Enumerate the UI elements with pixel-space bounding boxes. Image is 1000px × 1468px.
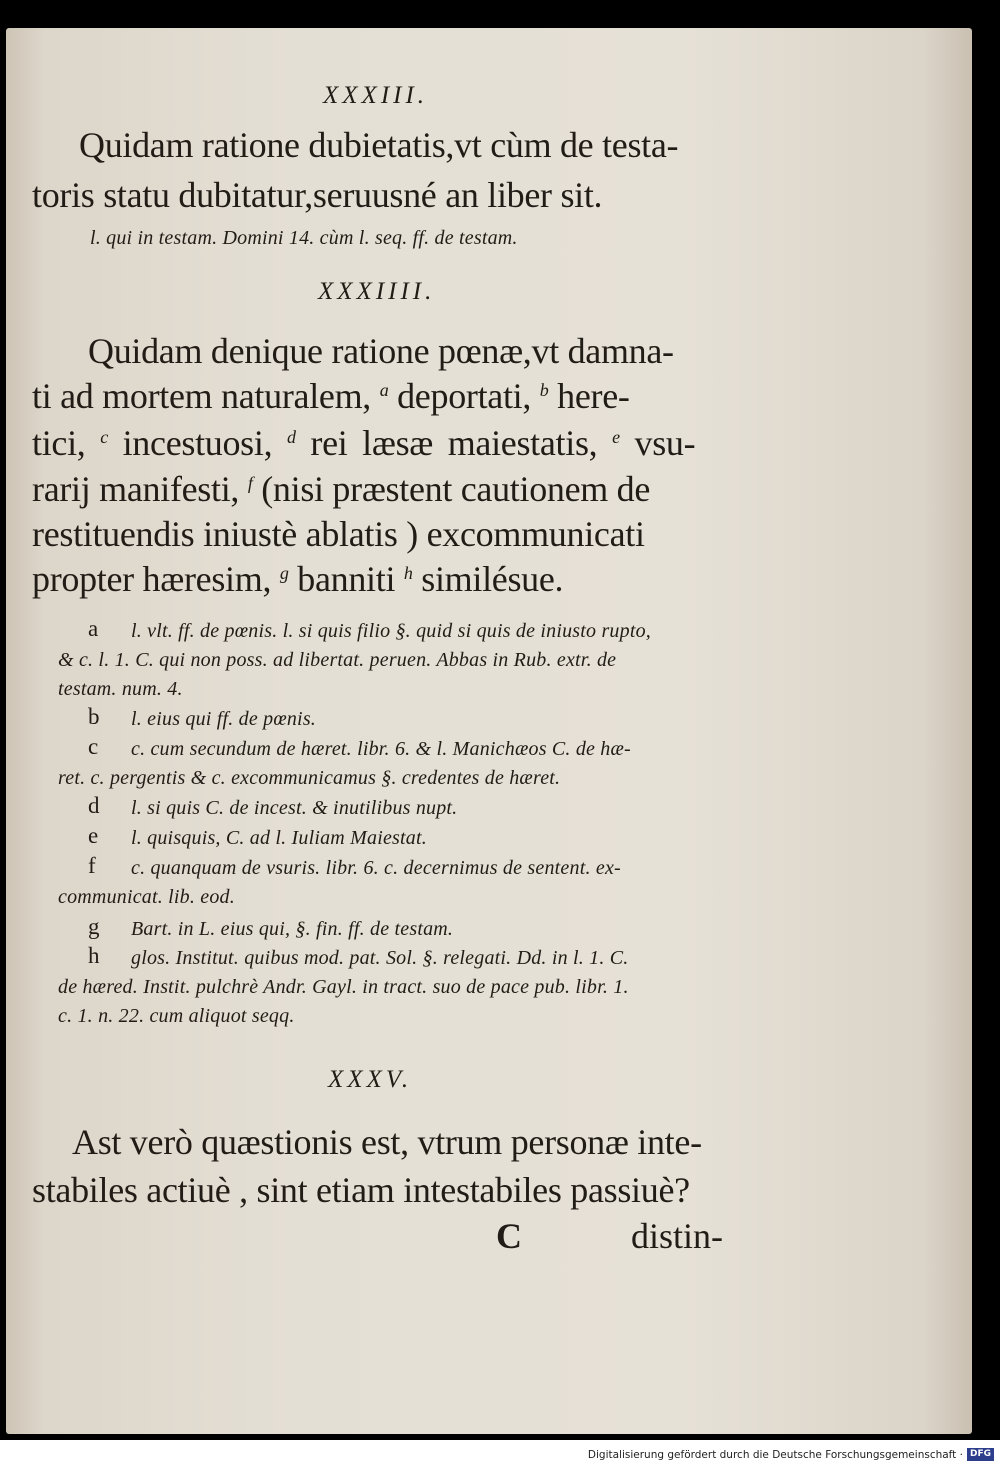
credit-text: Digitalisierung gefördert durch die Deutsche Forschungsgemeinschaft ·: [587, 1448, 963, 1461]
footnote-line: communicat. lib. eod.: [58, 886, 235, 908]
footnote-line: l. eius qui ff. de pœnis.: [131, 708, 316, 730]
footnote-letter: h: [88, 943, 100, 968]
footnote-marker-g: g: [279, 563, 289, 583]
body-line: Ast verò quæstionis est, vtrum personæ inte-: [72, 1122, 702, 1162]
footnote-line: c. quanquam de vsuris. libr. 6. c. decernimus de sentent. ex-: [131, 857, 621, 879]
body-line: Quidam denique ratione pœnæ,vt damna-: [88, 331, 674, 371]
body-text-segment: banniti: [297, 559, 396, 599]
dfg-logo: DFG: [967, 1448, 994, 1461]
section-heading-35: XXXV.: [328, 1066, 413, 1093]
body-line: restituendis iniustè ablatis ) excommunicati: [32, 514, 645, 554]
section-heading-34: XXXIIII.: [318, 278, 436, 305]
footnote-letter: f: [88, 853, 96, 878]
footnote-letter: c: [88, 734, 99, 759]
body-text-segment: vsu-: [634, 423, 696, 463]
body-line: Quidam ratione dubietatis,vt cùm de testa-: [79, 125, 679, 165]
body-line: toris statu dubitatur,seruusné an liber sit.: [32, 175, 603, 215]
footnote-line: ret. c. pergentis & c. excommunicamus §. credentes de hæret.: [58, 767, 561, 789]
body-text-segment: tici,: [32, 423, 86, 463]
body-text-segment: here-: [557, 376, 630, 416]
footnote-marker-e: e: [612, 427, 620, 447]
footnote-marker-a: a: [379, 380, 389, 400]
body-line: stabiles actiuè , sint etiam intestabiles passiuè?: [32, 1170, 690, 1210]
footnote-line: glos. Institut. quibus mod. pat. Sol. §. relegati. Dd. in l. 1. C.: [131, 947, 629, 969]
footnote-letter: e: [88, 823, 99, 848]
body-text-segment: deportati,: [397, 376, 532, 416]
footnote-marker-h: h: [403, 563, 413, 583]
body-text-segment: rei læsæ maiestatis,: [310, 423, 598, 463]
body-text-segment: rarij manifesti,: [32, 469, 240, 509]
body-line: [32, 558, 563, 600]
body-text-segment: similésue.: [421, 559, 564, 599]
catchword: distin-: [631, 1216, 724, 1256]
footnote-line: c. cum secundum de hæret. libr. 6. & l. Manichæos C. de hæ-: [131, 738, 631, 760]
body-line: [32, 375, 630, 417]
body-text-segment: propter hæresim,: [32, 559, 272, 599]
body-line: [32, 422, 695, 464]
footnote-line: l. vlt. ff. de pœnis. l. si quis filio §. quid si quis de iniusto rupto,: [131, 620, 651, 642]
footnote-letter: b: [88, 704, 100, 729]
footnote-line: l. si quis C. de incest. & inutilibus nupt.: [131, 797, 458, 819]
body-text-segment: (nisi præstent cautionem de: [261, 469, 651, 509]
body-line: [32, 468, 650, 510]
section-heading-33: XXXIII.: [323, 82, 429, 109]
book-page: [6, 28, 972, 1434]
footnote-letter: g: [88, 914, 100, 939]
footnote-line: & c. l. 1. C. qui non poss. ad libertat. peruen. Abbas in Rub. extr. de: [58, 649, 617, 671]
citation-line: l. qui in testam. Domini 14. cùm l. seq. ff. de testam.: [90, 227, 518, 249]
body-text-segment: incestuosi,: [122, 423, 273, 463]
footnote-marker-c: c: [100, 427, 108, 447]
footnote-line: Bart. in L. eius qui, §. fin. ff. de testam.: [131, 918, 454, 940]
footnote-line: l. quisquis, C. ad l. Iuliam Maiestat.: [131, 827, 427, 849]
footnote-letter: a: [88, 616, 99, 641]
signature-mark: C: [496, 1216, 522, 1256]
footnote-marker-d: d: [287, 427, 296, 447]
footnote-marker-f: f: [247, 473, 253, 493]
digitization-credit: [588, 1448, 994, 1461]
body-text-segment: ti ad mortem naturalem,: [32, 376, 371, 416]
footnote-line: testam. num. 4.: [58, 678, 183, 700]
footnote-line: c. 1. n. 22. cum aliquot seqq.: [58, 1005, 295, 1027]
footnote-letter: d: [88, 793, 100, 818]
footnote-line: de hæred. Instit. pulchrè Andr. Gayl. in tract. suo de pace pub. libr. 1.: [58, 976, 629, 998]
footnote-marker-b: b: [539, 380, 549, 400]
